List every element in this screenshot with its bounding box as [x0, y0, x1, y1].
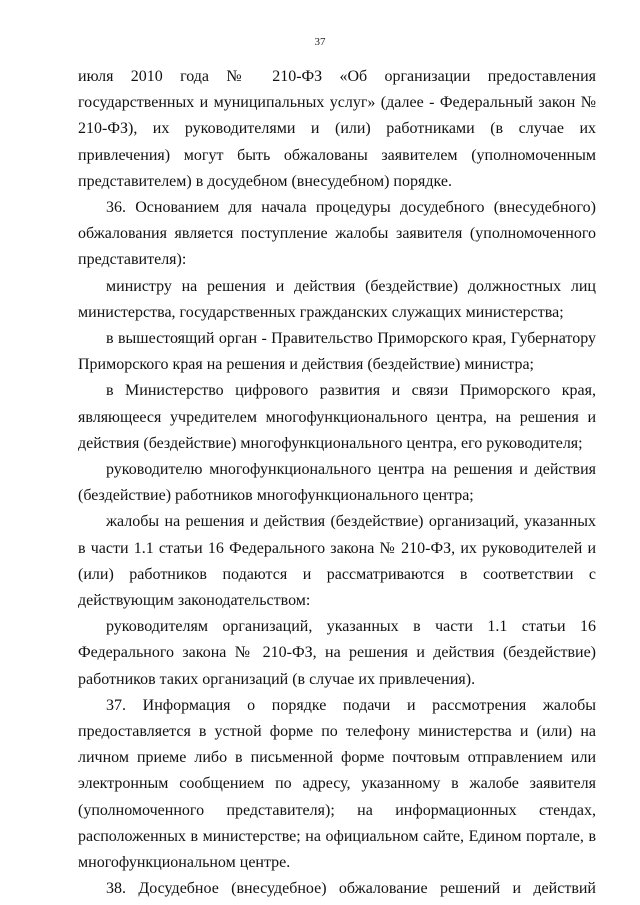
list-item-organization-heads: руководителям организаций, указанных в части 1.1 статьи 16 Федерального закона № 210-ФЗ, на решения и действия (бездействие) работников таких организаций (в случае их привлечения).: [78, 618, 596, 688]
list-item-mfc-head: руководителю многофункционального центра на решения и действия (бездействие) работников многофункционального центра;: [78, 461, 596, 505]
document-body: [78, 64, 596, 903]
list-item-organizations: жалобы на решения и действия (бездействие) организаций, указанных в части 1.1 статьи 16 Федерального закона № 210-ФЗ, их руководителей и (или) работников подаются и рассматриваются в соответствии с действующим законодательством:: [78, 513, 596, 610]
list-item-government: в вышестоящий орган - Правительство Приморского края, Губернатору Приморского края на решения и действия (бездействие) министра;: [78, 330, 596, 374]
paragraph-continuation: июля 2010 года № 210-ФЗ «Об организации предоставления государственных и муниципальных услуг» (далее - Федеральный закон № 210-ФЗ), их руководителями и (или) работниками (в случае их привлечения) могут быть обжалованы заявителем (уполномоченным представителем) в досудебном (внесудебном) порядке.: [78, 68, 596, 190]
paragraph-37: 37. Информация о порядке подачи и рассмотрения жалобы предоставляется в устной форме по телефону министерства и (или) на личном приеме либо в письменной форме почтовым отправлением или электронным сообщением по адресу, указанному в жалобе заявителя (уполномоченного представителя); на информационных стендах, расположенных в министерстве; на официальном сайте, Едином портале, в многофункциональном центре.: [78, 696, 596, 872]
list-item-digital-ministry: в Министерство цифрового развития и связи Приморского края, являющееся учредителем многофункционального центра, на решения и действия (бездействие) многофункционального центра, его руководителя;: [78, 382, 596, 452]
list-item-minister: министру на решения и действия (бездействие) должностных лиц министерства, государственных гражданских служащих министерства;: [78, 277, 596, 321]
paragraph-38: 38. Досудебное (внесудебное) обжалование решений и действий: [106, 880, 596, 898]
paragraph-36: 36. Основанием для начала процедуры досудебного (внесудебного) обжалования является поступление жалобы заявителя (уполномоченного представителя):: [78, 199, 596, 269]
page-number: 37: [314, 36, 326, 48]
